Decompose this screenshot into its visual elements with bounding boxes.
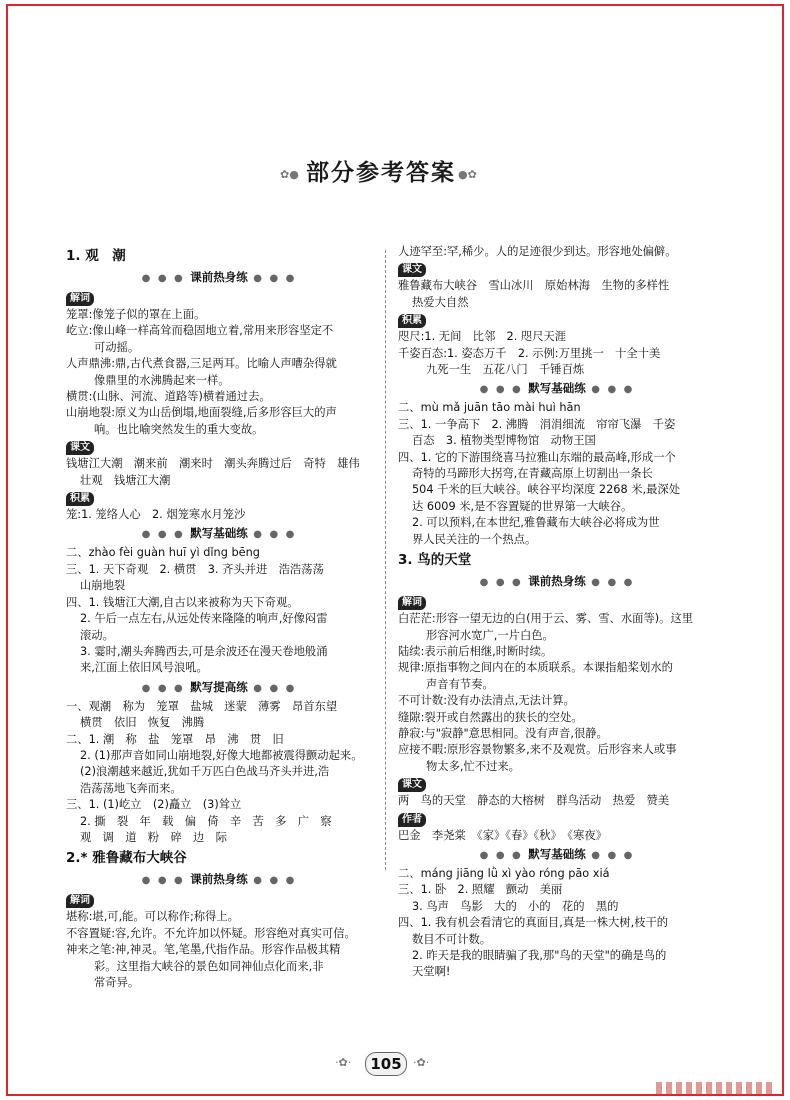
answer-line: 巴金 李尧棠 《家》《春》《秋》 《寒夜》 bbox=[398, 828, 607, 842]
left-column bbox=[66, 244, 372, 991]
dots-icon: ● ● ● bbox=[141, 682, 191, 694]
tag-row bbox=[398, 810, 716, 828]
section-heading bbox=[398, 845, 716, 865]
lesson-title: 3. 鸟的天堂 bbox=[398, 552, 472, 569]
answer-line: 应接不暇:原形容景物繁多,来不及观赏。后形容来人或事 bbox=[398, 743, 677, 757]
answer-line: 四、1. 我有机会看清它的真面目,真是一株大树,枝干的 bbox=[398, 916, 669, 930]
answer-line: (2)浪潮越来越近,犹如千万匹白色战马齐头并进,浩 bbox=[80, 765, 330, 779]
answer-line: 2. 昨天是我的眼睛骗了我,那"鸟的天堂"的确是鸟的 bbox=[412, 949, 667, 962]
answer-line: 达 6009 米,是不容置疑的世界第一大峡谷。 bbox=[412, 499, 633, 513]
answer-line: 神来之笔:神,神灵。笔,笔墨,代指作品。形容作品极其精 bbox=[66, 943, 341, 957]
tag-row bbox=[66, 289, 372, 307]
lesson-title: 2.* 雅鲁藏布大峡谷 bbox=[66, 850, 187, 867]
page-number: 105 bbox=[365, 1052, 407, 1076]
answer-line: 界人民关注的一个热点。 bbox=[412, 532, 537, 546]
section-label: 课前热身练 bbox=[528, 574, 586, 589]
dots-icon: ● ● ● bbox=[585, 849, 635, 861]
dots-icon: ● ● ● bbox=[141, 273, 191, 284]
category-tag: 解词 bbox=[66, 292, 94, 306]
tag-row bbox=[66, 891, 372, 909]
tag-row bbox=[398, 260, 716, 278]
answer-line: 彩。这里指大峡谷的景色如同神仙点化而来,非 bbox=[94, 959, 324, 973]
answer-line: 四、1. 钱塘江大潮,自古以来被称为天下奇观。 bbox=[66, 595, 299, 609]
answer-line: 观 调 道 粉 碎 边 际 bbox=[80, 830, 227, 844]
dots-icon: ● ● ● bbox=[585, 384, 635, 396]
section-label: 默写提高练 bbox=[190, 679, 248, 694]
dots-icon: ● ● ● bbox=[141, 529, 191, 541]
column-divider bbox=[385, 250, 386, 870]
category-tag: 解词 bbox=[66, 894, 94, 908]
ornament-icon: ✿● bbox=[280, 168, 299, 181]
ornament-icon: ·✿· bbox=[413, 1056, 430, 1069]
answer-line: 静寂:与"寂静"意思相同。没有声音,很静。 bbox=[398, 726, 608, 740]
answer-line: 横贯 依旧 恢复 沸腾 bbox=[80, 716, 205, 730]
answer-line: 横贯:(山脉、河流、道路等)横着通过去。 bbox=[66, 390, 271, 404]
answer-line: 山崩地裂:原义为山岳倒塌,地面裂缝,后多形容巨大的声 bbox=[66, 406, 337, 420]
section-heading bbox=[398, 379, 716, 399]
ornament-icon: ●✿ bbox=[458, 168, 477, 181]
answer-line: 像鼎里的水沸腾起来一样。 bbox=[94, 373, 230, 387]
answer-line: 陆续:表示前后相继,时断时续。 bbox=[398, 644, 553, 658]
section-heading bbox=[398, 572, 716, 592]
dots-icon: ● ● ● bbox=[479, 577, 529, 589]
answer-line: 二、1. 潮 称 盐 笼罩 昂 沸 贯 旧 bbox=[66, 732, 284, 746]
answer-line: 不容置疑:容,允许。不允许加以怀疑。形容绝对真实可信。 bbox=[66, 926, 356, 940]
right-column bbox=[398, 244, 716, 981]
answer-line: 笼:1. 笼络人心 2. 烟笼寒水月笼沙 bbox=[66, 508, 246, 522]
dots-icon: ● ● ● bbox=[479, 384, 529, 396]
dots-icon: ● ● ● bbox=[247, 273, 297, 284]
lesson-title: 1. 观 潮 bbox=[66, 248, 126, 264]
answer-line: 咫尺:1. 无间 比邻 2. 咫尺天涯 bbox=[398, 330, 567, 344]
category-tag: 积累 bbox=[66, 492, 94, 506]
tag-row bbox=[398, 593, 716, 611]
answer-line: 百态 3. 植物类型博物馆 动物王国 bbox=[412, 434, 596, 448]
dots-icon: ● ● ● bbox=[247, 682, 297, 694]
answer-line: 二、mù mǎ juān tāo mài huì hān bbox=[398, 401, 581, 415]
answer-line: 奇特的马蹄形大拐弯,在青藏高原上切割出一条长 bbox=[412, 467, 653, 481]
section-heading bbox=[66, 678, 372, 698]
answer-line: 可动摇。 bbox=[94, 340, 140, 354]
answer-line: 二、zhào fèi guàn huī yì dǐng bēng bbox=[66, 546, 260, 560]
answer-line: 504 千米的巨大峡谷。峡谷平均深度 2268 米,最深处 bbox=[412, 483, 681, 497]
answer-line: 笼罩:像笼子似的罩在上面。 bbox=[66, 308, 206, 321]
answer-line: 常奇异。 bbox=[94, 976, 140, 989]
category-tag: 课文 bbox=[398, 778, 426, 792]
answer-line: 3. 霎时,潮头奔腾西去,可是余波还在漫天卷地般涌 bbox=[80, 644, 328, 658]
answer-line: 屹立:像山峰一样高耸而稳固地立着,常用来形容坚定不 bbox=[66, 324, 334, 338]
page-footer bbox=[335, 1050, 455, 1078]
tag-row bbox=[66, 489, 372, 507]
answer-line: 千姿百态:1. 姿态万千 2. 示例:万里挑一 十全十美 bbox=[398, 346, 661, 360]
answer-line: 2. (1)那声音如同山崩地裂,好像大地都被震得颤动起来。 bbox=[80, 748, 363, 762]
answer-line: 三、1. (1)屹立 (2)矗立 (3)耸立 bbox=[66, 798, 242, 812]
answer-line: 来,江面上依旧风号浪吼。 bbox=[80, 661, 208, 675]
answer-line: 不可计数:没有办法清点,无法计算。 bbox=[398, 694, 575, 708]
answer-line: 规律:原指事物之间内在的本质联系。本课指船桨划水的 bbox=[398, 661, 673, 675]
answer-line: 天堂啊! bbox=[412, 965, 451, 979]
tag-row bbox=[398, 775, 716, 793]
dots-icon: ● ● ● bbox=[141, 875, 191, 887]
answer-line: 三、1. 天下奇观 2. 横贯 3. 齐头并进 浩浩荡荡 bbox=[66, 562, 324, 576]
dots-icon: ● ● ● bbox=[585, 577, 635, 589]
page-header bbox=[280, 150, 480, 194]
tag-row bbox=[66, 438, 372, 456]
category-tag: 课文 bbox=[398, 263, 426, 277]
answer-line: 2. 撕 裂 年 载 偏 倚 辛 苦 多 广 察 bbox=[80, 814, 332, 828]
answer-line: 3. 鸟声 鸟影 大的 小的 花的 黑的 bbox=[412, 899, 619, 913]
section-label: 课前热身练 bbox=[190, 270, 248, 284]
section-heading bbox=[66, 524, 372, 544]
section-label: 默写基础练 bbox=[190, 526, 248, 541]
category-tag: 课文 bbox=[66, 441, 94, 455]
answer-line: 2. 可以预料,在本世纪,雅鲁藏布大峡谷必将成为世 bbox=[412, 516, 660, 530]
category-tag: 作者 bbox=[398, 813, 426, 827]
ornament-icon: ·✿· bbox=[335, 1056, 352, 1069]
answer-line: 二、máng jiāng lǜ xì yào róng pāo xiá bbox=[398, 866, 610, 880]
category-tag: 积累 bbox=[398, 314, 426, 328]
section-heading bbox=[66, 870, 372, 890]
answer-line: 缝隙:裂开或自然露出的狭长的空处。 bbox=[398, 710, 583, 724]
section-label: 默写基础练 bbox=[528, 846, 586, 861]
answer-line: 物太多,忙不过来。 bbox=[426, 759, 520, 773]
answer-line: 九死一生 五花八门 千锤百炼 bbox=[426, 363, 585, 377]
category-tag: 解词 bbox=[398, 596, 426, 610]
dots-icon: ● ● ● bbox=[247, 529, 297, 541]
answer-line: 声音有节奏。 bbox=[426, 677, 494, 691]
section-heading bbox=[66, 268, 372, 288]
answer-line: 两 鸟的天堂 静态的大榕树 群鸟活动 热爱 赞美 bbox=[398, 794, 670, 808]
answer-line: 数目不可计数。 bbox=[412, 932, 492, 946]
answer-line: 2. 午后一点左右,从远处传来隆隆的响声,好像闷雷 bbox=[80, 612, 328, 626]
answer-line: 钱塘江大潮 潮来前 潮来时 潮头奔腾过后 奇特 雄伟 bbox=[66, 457, 360, 471]
answer-line: 雅鲁藏布大峡谷 雪山冰川 原始林海 生物的多样性 bbox=[398, 279, 670, 293]
tag-row bbox=[398, 311, 716, 329]
watermark-strip bbox=[656, 1082, 776, 1094]
answer-line: 白茫茫:形容一望无边的白(用于云、雾、雪、水面等)。这里 bbox=[398, 612, 694, 626]
answer-line: 人声鼎沸:鼎,古代煮食器,三足两耳。比喻人声嘈杂得就 bbox=[66, 357, 337, 371]
answer-line: 人迹罕至:罕,稀少。人的足迹很少到达。形容地处偏僻。 bbox=[398, 245, 677, 258]
answer-line: 热爱大自然 bbox=[412, 295, 469, 309]
answer-line: 一、观潮 称为 笼罩 盐城 迷蒙 薄雾 昂首东望 bbox=[66, 699, 338, 713]
answer-line: 滚动。 bbox=[80, 628, 114, 642]
dots-icon: ● ● ● bbox=[479, 849, 529, 861]
page-title: 部分参考答案 bbox=[306, 160, 456, 186]
answer-line: 山崩地裂 bbox=[80, 579, 126, 593]
answer-line: 浩荡荡地飞奔而来。 bbox=[80, 781, 182, 795]
section-label: 默写基础练 bbox=[528, 381, 586, 396]
answer-line: 四、1. 它的下游围绕喜马拉雅山东端的最高峰,形成一个 bbox=[398, 450, 676, 464]
answer-line: 三、1. 卧 2. 照耀 颤动 美丽 bbox=[398, 883, 563, 897]
section-label: 课前热身练 bbox=[190, 872, 248, 887]
answer-line: 响。也比喻突然发生的重大变故。 bbox=[94, 422, 264, 436]
answer-line: 形容河水宽广,一片白色。 bbox=[426, 628, 554, 642]
dots-icon: ● ● ● bbox=[247, 875, 297, 887]
answer-line: 三、1. 一争高下 2. 沸腾 涓涓细流 帘帘飞瀑 千姿 bbox=[398, 417, 676, 431]
answer-line: 堪称:堪,可,能。可以称作;称得上。 bbox=[66, 910, 239, 924]
answer-line: 壮观 钱塘江大潮 bbox=[80, 473, 171, 487]
